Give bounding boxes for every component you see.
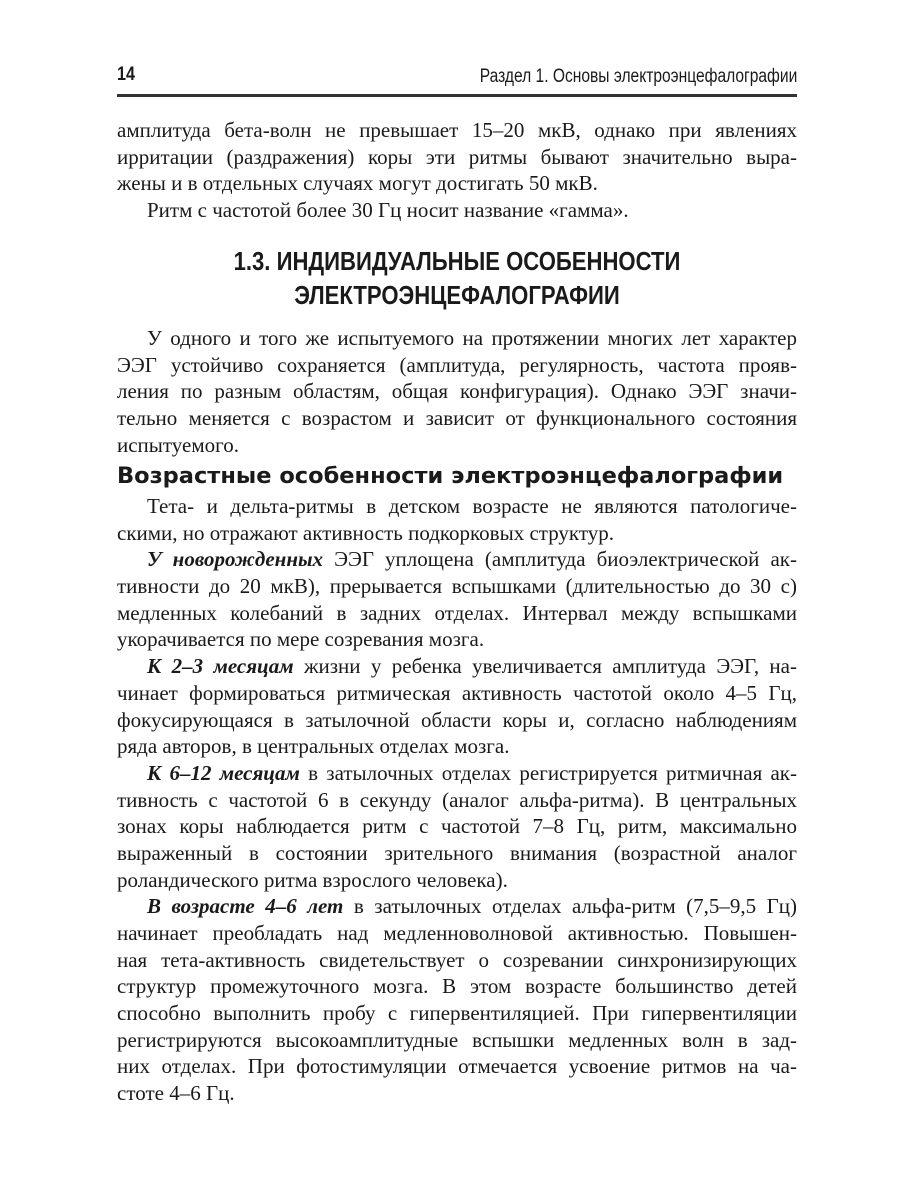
line-text: чинает формироваться ритмическая активность частотой около 4–5 Гц, xyxy=(117,680,797,705)
text-line xyxy=(117,893,797,920)
line-text: в затылочных отделах альфа-ритм (7,5–9,5 Гц) xyxy=(343,894,797,919)
line-text: тивность с частотой 6 в секунду (аналог альфа-ритма). В центральных xyxy=(117,787,797,812)
text-line xyxy=(117,573,797,600)
text-line xyxy=(117,378,797,405)
line-text: жизни у ребенка увеличивается амплитуда ЭЭГ, на- xyxy=(293,654,797,679)
line-text: в затылочных отделах регистрируется ритмичная ак- xyxy=(299,760,797,785)
lead-phrase: В возрасте 4–6 лет xyxy=(147,894,344,919)
text-line xyxy=(117,947,797,974)
line-text: структур промежуточного мозга. В этом возрасте большинство детей xyxy=(117,974,797,999)
line-text: ряда авторов, в центральных отделах мозга. xyxy=(117,734,510,759)
line-text: фокусирующаяся в затылочной области коры и, согласно наблюдениям xyxy=(117,707,797,732)
text-line xyxy=(117,973,797,1000)
line-text: Ритм с частотой более 30 Гц носит название «гамма». xyxy=(147,198,629,223)
line-text: ирритации (раздражения) коры эти ритмы бывают значительно выра- xyxy=(117,144,797,169)
text-line xyxy=(117,493,797,520)
text-line xyxy=(117,197,797,224)
line-text: скими, но отражают активность подкорковых структур. xyxy=(117,520,615,545)
page-number: 14 xyxy=(117,64,135,85)
line-text: ная тета-активность свидетельствует о созревании синхронизирующих xyxy=(117,947,797,972)
lead-phrase: К 2–3 месяцам xyxy=(147,654,294,679)
running-title: Раздел 1. Основы электроэнцефалографии xyxy=(479,66,797,87)
line-text: жены и в отдельных случаях могут достигать 50 мкВ. xyxy=(117,171,598,196)
text-block-section xyxy=(117,325,797,458)
text-line xyxy=(117,352,797,379)
section-title xyxy=(117,244,797,312)
line-text: тельно меняется с возрастом и зависит от функционального состояния xyxy=(117,406,797,431)
text-line xyxy=(117,1000,797,1027)
text-line xyxy=(117,144,797,171)
line-text: них отделах. При фотостимуляции отмечается усвоение ритмов на ча- xyxy=(117,1054,797,1079)
text-line xyxy=(117,813,797,840)
text-line xyxy=(117,626,797,653)
text-line xyxy=(117,867,797,894)
text-line xyxy=(117,840,797,867)
line-text: начинает преобладать над медленноволновой активностью. Повышен- xyxy=(117,921,797,945)
text-line xyxy=(117,653,797,680)
text-line xyxy=(117,760,797,787)
text-line xyxy=(117,405,797,432)
text-line xyxy=(117,733,797,760)
section-title-line: 1.3. ИНДИВИДУАЛЬНЫЕ ОСОБЕННОСТИ xyxy=(233,246,681,276)
text-line xyxy=(117,170,797,197)
subsection-title: Возрастные особенности электроэнцефалографии xyxy=(117,463,784,489)
line-text: зонах коры наблюдается ритм с частотой 7–8 Гц, ритм, максимально xyxy=(117,814,797,839)
text-line xyxy=(117,325,797,352)
text-line xyxy=(117,1027,797,1054)
line-text: медленных колебаний в задних отделах. Интервал между вспышками xyxy=(117,600,797,625)
line-text: регистрируются высокоамплитудные вспышки медленных волн в зад- xyxy=(117,1027,797,1052)
text-line xyxy=(117,787,797,814)
text-line xyxy=(117,920,797,947)
text-line xyxy=(117,546,797,573)
line-text: Тета- и дельта-ритмы в детском возрасте не являются патологиче- xyxy=(147,494,797,518)
text-line xyxy=(117,600,797,627)
line-text: амплитуда бета-волн не превышает 15–20 мкВ, однако при явлениях xyxy=(117,118,797,142)
line-text: выраженный в состоянии зрительного внимания (возрастной аналог xyxy=(117,840,797,865)
text-line xyxy=(117,680,797,707)
line-text: ЭЭГ уплощена (амплитуда биоэлектрической ак- xyxy=(323,547,797,572)
line-text: укорачивается по мере созревания мозга. xyxy=(117,627,485,652)
text-line xyxy=(117,1080,797,1107)
text-block-age xyxy=(117,493,797,1107)
line-text: испытуемого. xyxy=(117,432,239,457)
lead-phrase: К 6–12 месяцам xyxy=(147,760,300,785)
text-line xyxy=(117,117,797,144)
line-text: способно выполнить пробу с гипервентиляцией. При гипервентиляции xyxy=(117,1001,797,1026)
line-text: У одного и того же испытуемого на протяжении многих лет характер xyxy=(147,326,797,350)
line-text: роландического ритма взрослого человека). xyxy=(117,867,508,892)
text-line xyxy=(117,432,797,459)
section-title-line: ЭЛЕКТРОЭНЦЕФАЛОГРАФИИ xyxy=(294,280,620,310)
line-text: ления по разным областям, общая конфигурация). Однако ЭЭГ значи- xyxy=(117,379,797,404)
text-line xyxy=(117,520,797,547)
lead-phrase: У новорожденных xyxy=(147,547,324,572)
line-text: тивности до 20 мкВ), прерывается вспышками (длительностью до 30 с) xyxy=(117,574,797,599)
text-line xyxy=(117,707,797,734)
text-line xyxy=(117,1053,797,1080)
line-text: стоте 4–6 Гц. xyxy=(117,1081,235,1106)
line-text: ЭЭГ устойчиво сохраняется (амплитуда, регулярность, частота прояв- xyxy=(117,352,797,377)
page-header xyxy=(117,62,797,97)
text-block-intro xyxy=(117,117,797,224)
